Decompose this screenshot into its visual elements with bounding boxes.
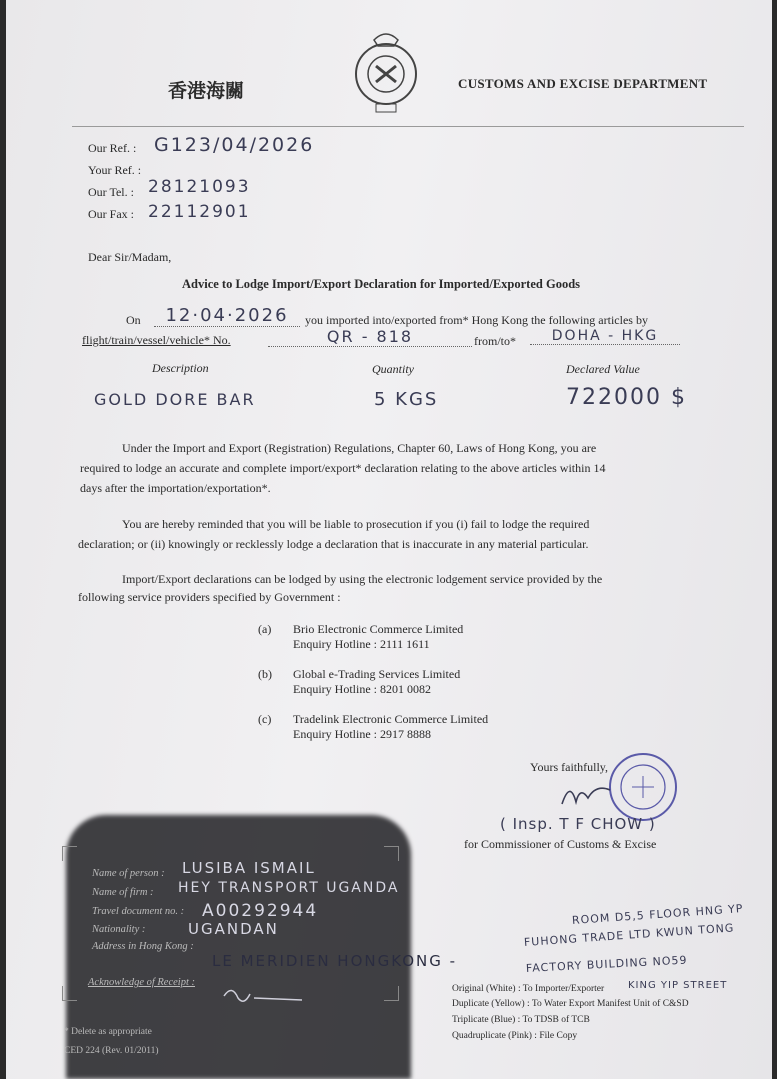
address-line-2: FUHONG TRADE LTD KWUN TONG	[523, 921, 735, 949]
tel-value: 28121093	[148, 177, 251, 197]
official-stamp-icon	[606, 750, 680, 824]
tel-label: Our Tel. :	[88, 185, 134, 199]
para1-line1: Under the Import and Export (Registration) Regulations, Chapter 60, Laws of Hong Kong, you are	[122, 441, 597, 455]
copy-triplicate: Triplicate (Blue) : To TDSB of TCB	[452, 1015, 590, 1025]
flight-number: QR - 818	[268, 327, 472, 347]
provider-c-hotline: Enquiry Hotline : 2917 8888	[293, 727, 431, 741]
provider-a-letter: (a)	[258, 622, 272, 636]
import-export-line: you imported into/exported from* Hong Kong the following articles by	[305, 313, 648, 327]
nationality-value: UGANDAN	[188, 920, 279, 938]
para3-line1: Import/Export declarations can be lodged by using the electronic lodgement service provided by the	[122, 572, 603, 586]
col-declared-value: Declared Value	[566, 362, 640, 376]
para1-line2: required to lodge an accurate and complete import/export* declaration relating to the above articles within 14	[80, 461, 606, 475]
provider-c-letter: (c)	[258, 712, 272, 726]
from-to-label: from/to*	[474, 334, 516, 348]
provider-b-name: Global e-Trading Services Limited	[293, 667, 461, 681]
fax-label: Our Fax :	[88, 207, 134, 221]
copy-duplicate: Duplicate (Yellow) : To Water Export Manifest Unit of C&SD	[452, 999, 689, 1009]
address-line-4: KING YIP STREET	[628, 980, 728, 991]
our-ref-label: Our Ref. :	[88, 141, 137, 155]
travel-doc-label: Travel document no. :	[92, 906, 185, 917]
transport-label: flight/train/vessel/vehicle* No.	[82, 333, 231, 347]
provider-b-hotline: Enquiry Hotline : 8201 0082	[293, 682, 431, 696]
para2-line1: You are hereby reminded that you will be liable to prosecution if you (i) fail to lodge the required	[122, 517, 590, 531]
on-label: On	[126, 313, 141, 327]
delete-note: * Delete as appropriate	[64, 1027, 152, 1037]
acknowledge-label: Acknowledge of Receipt :	[88, 977, 195, 988]
from-to-value: DOHA - HKG	[530, 328, 680, 345]
department-title: CUSTOMS AND EXCISE DEPARTMENT	[458, 76, 708, 91]
name-label: Name of person :	[92, 868, 165, 879]
bracket-bottom-right	[384, 986, 399, 1001]
form-number: CED 224 (Rev. 01/2011)	[64, 1046, 159, 1056]
provider-a-hotline: Enquiry Hotline : 2111 1611	[293, 637, 430, 651]
item-value: 722000 $	[566, 385, 687, 410]
copy-original: Original (White) : To Importer/Exporter	[452, 984, 605, 994]
firm-value: HEY TRANSPORT UGANDA	[178, 880, 400, 896]
travel-doc-value: A00292944	[202, 901, 319, 921]
declaration-date: 12·04·2026	[154, 305, 300, 327]
our-ref-value: G123/04/2026	[154, 134, 315, 156]
customs-crest-icon	[349, 26, 423, 118]
your-ref-label: Your Ref. :	[88, 163, 142, 177]
col-quantity: Quantity	[372, 362, 414, 376]
fax-value: 22112901	[148, 202, 251, 222]
for-commissioner: for Commissioner of Customs & Excise	[464, 837, 657, 851]
closing: Yours faithfully,	[530, 760, 609, 774]
address-line-3: FACTORY BUILDING NO59	[525, 953, 688, 975]
signatory-name: ( Insp. T F CHOW )	[500, 815, 656, 833]
letter-page	[6, 0, 772, 1079]
nationality-label: Nationality :	[92, 924, 146, 935]
salutation: Dear Sir/Madam,	[88, 250, 172, 264]
signature-icon	[556, 776, 616, 810]
provider-a-name: Brio Electronic Commerce Limited	[293, 622, 464, 636]
para2-line2: declaration; or (ii) knowingly or recklessly lodge a declaration that is inaccurate in any material particular.	[78, 537, 589, 551]
address-line-1: ROOM D5,5 FLOOR HNG YP	[571, 902, 744, 927]
bracket-top-right	[384, 846, 399, 861]
header-rule	[72, 126, 744, 127]
item-quantity: 5 KGS	[374, 389, 439, 410]
col-description: Description	[152, 361, 209, 375]
para1-line3: days after the importation/exportation*.	[80, 481, 271, 495]
item-description: GOLD DORE BAR	[94, 390, 256, 409]
address-label: Address in Hong Kong :	[92, 941, 194, 952]
para3-line2: following service providers specified by Government :	[78, 590, 341, 604]
bracket-top-left	[62, 846, 77, 861]
bracket-bottom-left	[62, 986, 77, 1001]
name-value: LUSIBA ISMAIL	[182, 859, 316, 877]
provider-b-letter: (b)	[258, 667, 272, 681]
receipt-signature-icon	[218, 980, 308, 1008]
provider-c-name: Tradelink Electronic Commerce Limited	[293, 712, 489, 726]
firm-label: Name of firm :	[92, 887, 154, 898]
chinese-title: 香港海關	[168, 80, 245, 102]
copy-quadruplicate: Quadruplicate (Pink) : File Copy	[452, 1031, 578, 1041]
address-value: LE MERIDIEN HONGKONG -	[212, 952, 458, 970]
letter-subject: Advice to Lodge Import/Export Declaration for Imported/Exported Goods	[182, 277, 581, 291]
